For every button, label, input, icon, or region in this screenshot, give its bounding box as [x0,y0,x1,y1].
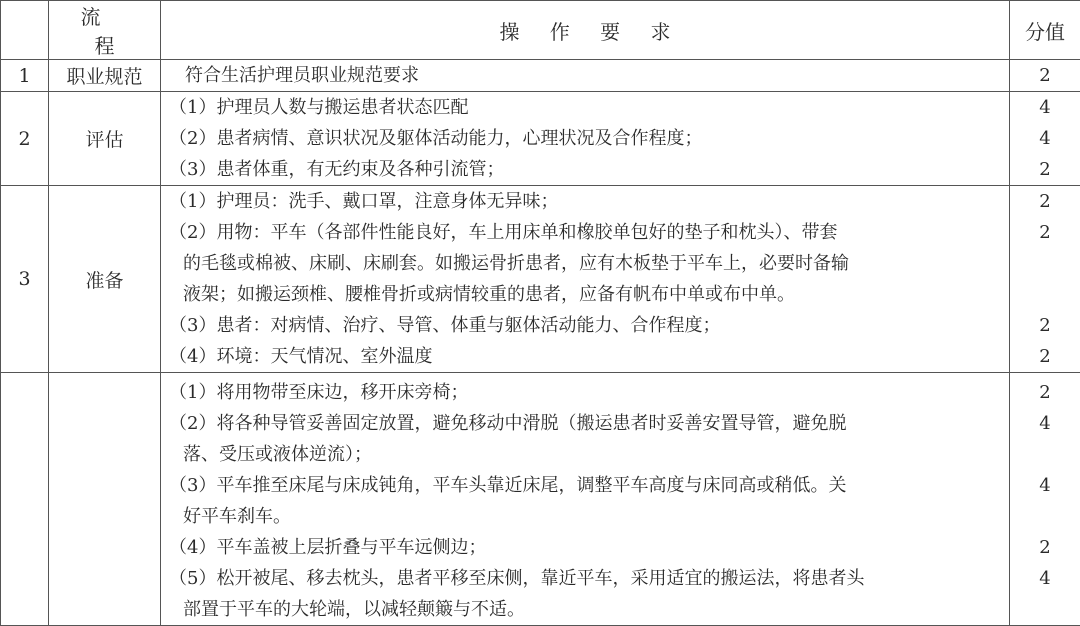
header-requirements: 操 作 要 求 [161,1,1010,60]
row-requirements [161,92,1010,186]
requirement-line: 部置于平车的大轮端，以减轻颠簸与不适。 [169,594,1009,625]
score-value: 2 [1010,532,1080,563]
score-value: 2 [1010,60,1080,91]
requirement-line: （3）患者体重，有无约束及各种引流管； [169,154,1009,185]
requirement-line: （3）患者：对病情、治疗、导管、体重与躯体活动能力、合作程度； [169,310,1009,341]
row-scores [1010,92,1080,186]
score-value: 4 [1010,92,1080,123]
row-flow: 评估 [49,92,161,186]
row-scores [1010,60,1080,92]
table-row [1,186,1080,373]
score-value: 2 [1010,154,1080,185]
row-flow [49,373,161,626]
score-value [1010,248,1080,279]
requirement-line: （1）护理员：洗手、戴口罩，注意身体无异味； [169,186,1009,217]
requirement-line: 好平车刹车。 [169,501,1009,532]
requirement-line: 落、受压或液体逆流）； [169,439,1009,470]
requirement-line: 液架；如搬运颈椎、腰椎骨折或病情较重的患者，应备有帆布中单或布中单。 [169,279,1009,310]
row-number: 1 [1,60,49,92]
requirement-line: （2）患者病情、意识状况及躯体活动能力，心理状况及合作程度； [169,123,1009,154]
table-row [1,60,1080,92]
row-flow: 准备 [49,186,161,373]
score-value: 2 [1010,341,1080,372]
header-score: 分值 [1010,1,1080,60]
header-flow: 流 程 [49,1,161,60]
score-value: 2 [1010,217,1080,248]
row-scores [1010,373,1080,626]
score-value [1010,279,1080,310]
row-scores [1010,186,1080,373]
requirement-line: （2）将各种导管妥善固定放置，避免移动中滑脱（搬运患者时妥善安置导管，避免脱 [169,408,1009,439]
row-number [1,373,49,626]
requirement-line: 符合生活护理员职业规范要求 [185,60,1009,91]
table-row [1,373,1080,626]
requirement-line: （4）平车盖被上层折叠与平车远侧边； [169,532,1009,563]
requirement-line: （4）环境：天气情况、室外温度 [169,341,1009,372]
score-value [1010,501,1080,532]
row-flow: 职业规范 [49,60,161,92]
score-value: 4 [1010,123,1080,154]
requirement-line: 的毛毯或棉被、床刷、床刷套。如搬运骨折患者，应有木板垫于平车上，必要时备输 [169,248,1009,279]
table-header-row [1,1,1080,60]
row-requirements [161,373,1010,626]
score-value: 2 [1010,377,1080,408]
requirement-line: （5）松开被尾、移去枕头，患者平移至床侧，靠近平车，采用适宜的搬运法，将患者头 [169,563,1009,594]
score-value: 2 [1010,310,1080,341]
header-number [1,1,49,60]
row-number: 3 [1,186,49,373]
requirement-line: （2）用物：平车（各部件性能良好，车上用床单和橡胶单包好的垫子和枕头）、带套 [169,217,1009,248]
score-value: 4 [1010,563,1080,594]
score-value: 4 [1010,408,1080,439]
score-value: 4 [1010,470,1080,501]
table-row [1,92,1080,186]
row-number: 2 [1,92,49,186]
score-value: 2 [1010,186,1080,217]
score-value [1010,594,1080,625]
requirement-line: （3）平车推至床尾与床成钝角，平车头靠近床尾，调整平车高度与床同高或稍低。关 [169,470,1009,501]
row-requirements [161,60,1010,92]
score-value [1010,439,1080,470]
requirement-line: （1）护理员人数与搬运患者状态匹配 [169,92,1009,123]
requirement-line: （1）将用物带至床边，移开床旁椅； [169,377,1009,408]
row-requirements [161,186,1010,373]
